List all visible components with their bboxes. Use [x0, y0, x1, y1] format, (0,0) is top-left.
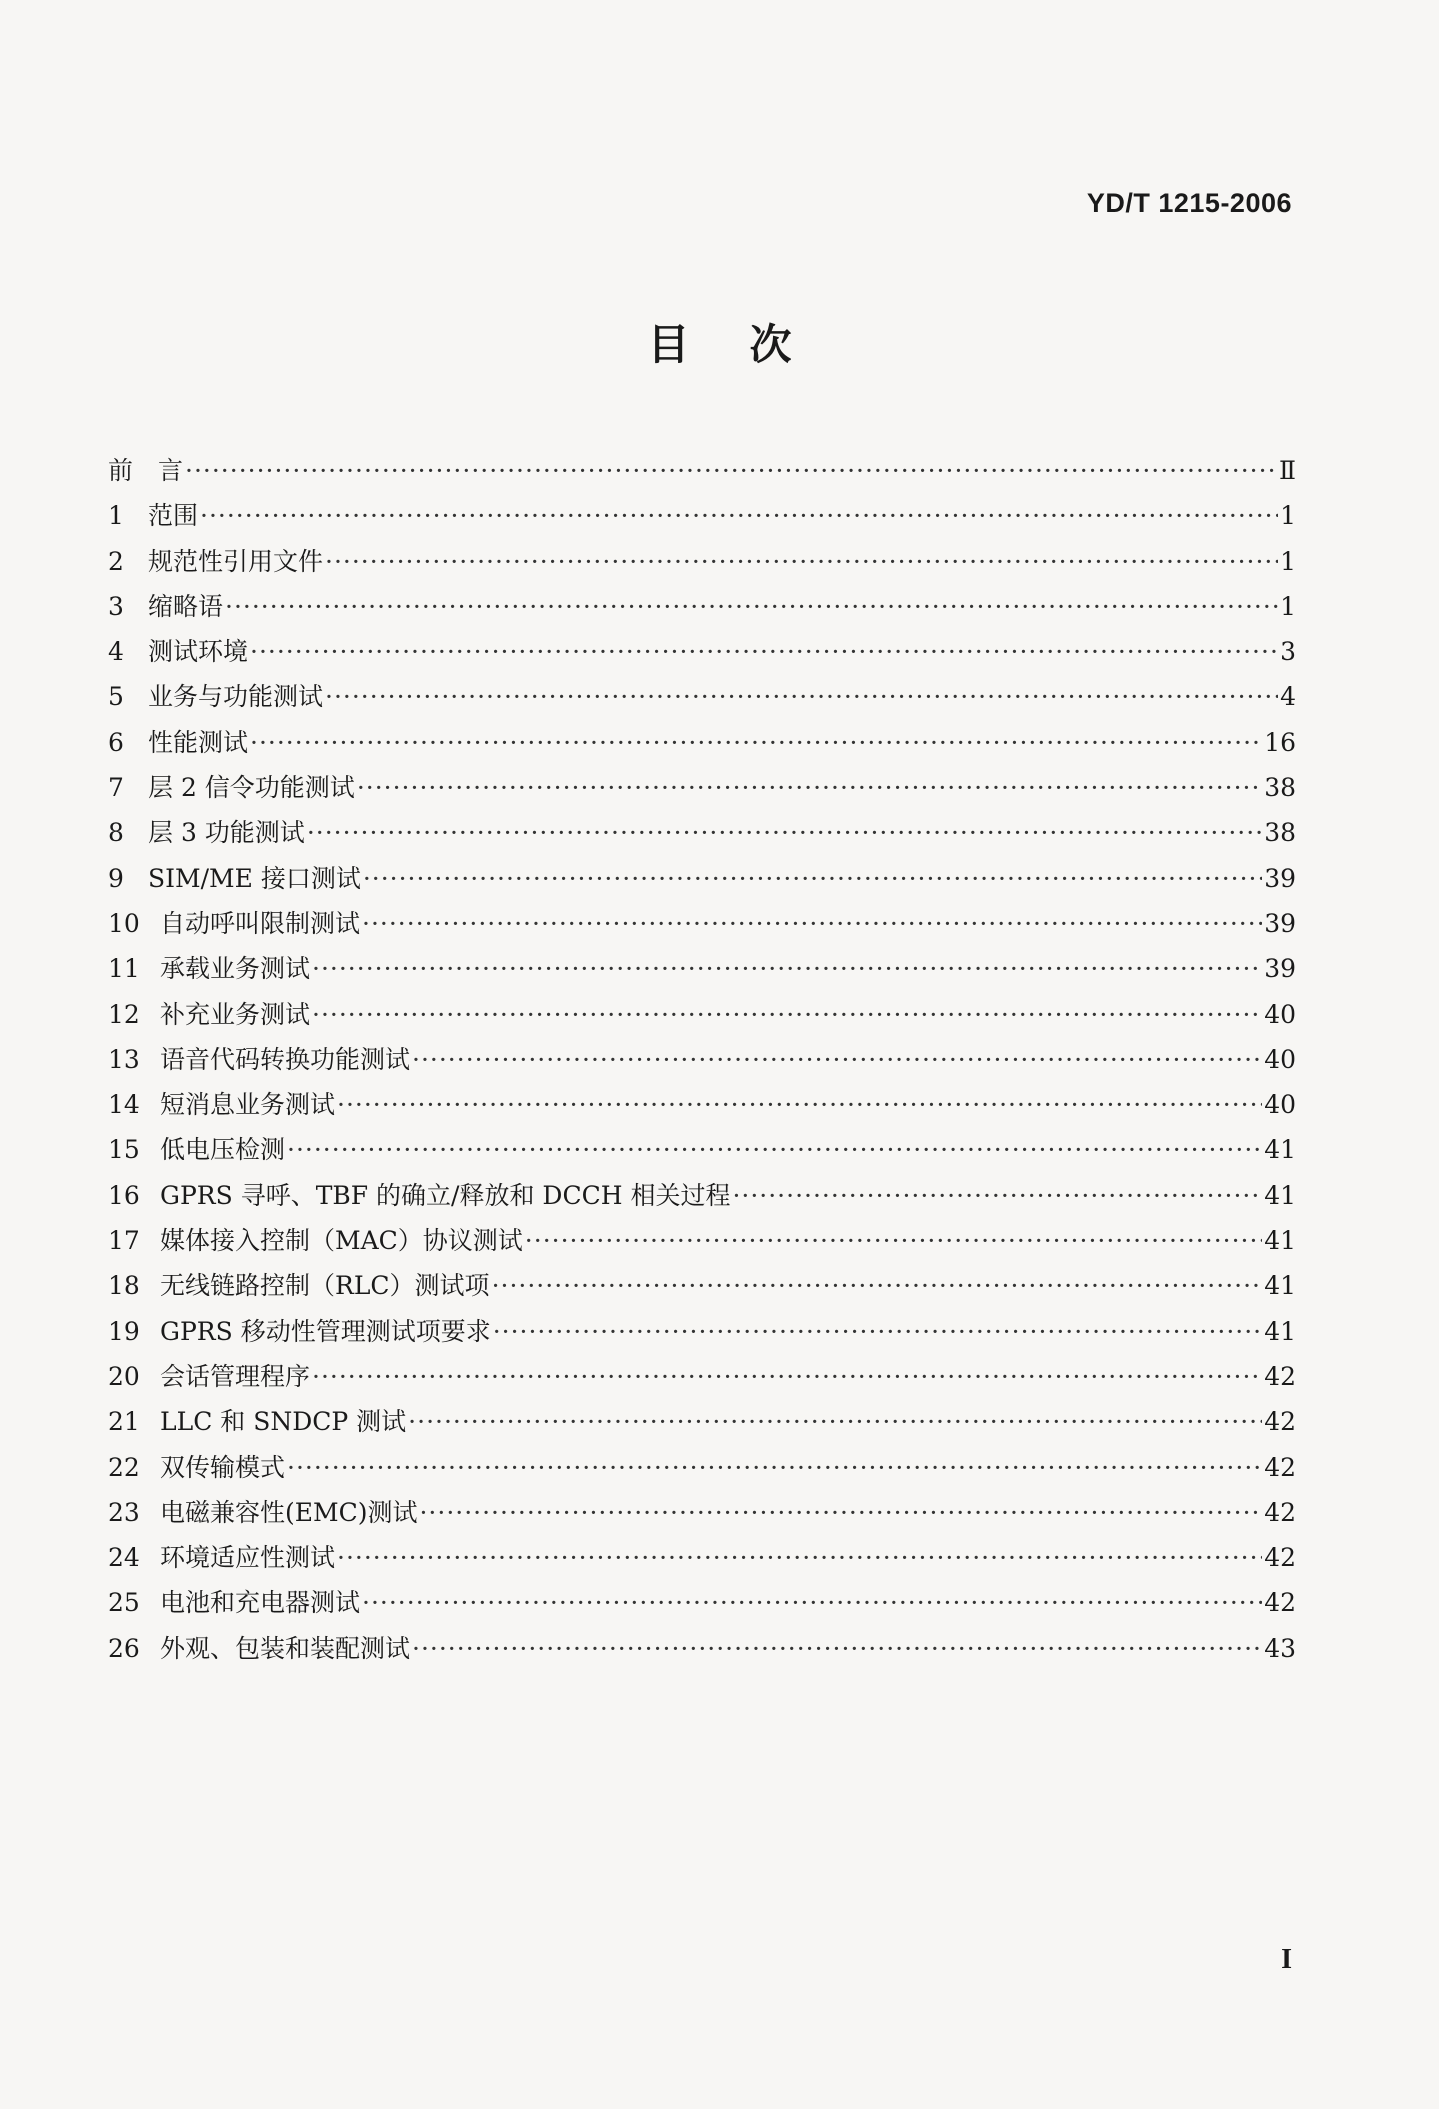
toc-entry[interactable] [108, 1354, 1296, 1399]
toc-entry-number: 13 [108, 1044, 140, 1074]
toc-entry-number: 8 [108, 818, 124, 848]
toc-entry-label: 范围 [148, 501, 199, 531]
toc-entry[interactable] [108, 1037, 1296, 1082]
toc-entry-page: 41 [1264, 1180, 1296, 1210]
toc-leader-dots [325, 539, 1278, 584]
toc-entry-label: 性能测试 [148, 727, 249, 757]
toc-entry-page: 42 [1264, 1452, 1296, 1482]
toc-entry-number: 11 [108, 954, 140, 984]
toc-entry-number: 18 [108, 1271, 140, 1301]
toc-entry-number: 23 [108, 1497, 140, 1527]
toc-entry-label: GPRS 寻呼、TBF 的确立/释放和 DCCH 相关过程 [160, 1180, 731, 1210]
toc-entry[interactable] [108, 1445, 1296, 1490]
toc-entry[interactable] [108, 493, 1296, 538]
toc-leader-dots [362, 901, 1262, 946]
toc-entry-label: 前 言 [108, 456, 184, 485]
toc-entry-label: 环境适应性测试 [160, 1543, 336, 1573]
toc-entry-page: 3 [1280, 637, 1296, 667]
toc-entry[interactable] [108, 856, 1296, 901]
toc-entry[interactable] [108, 1218, 1296, 1263]
standard-code: YD/T 1215-2006 [1086, 188, 1292, 218]
toc-entry-label: 层 3 功能测试 [148, 818, 305, 848]
toc-entry[interactable] [108, 1263, 1296, 1308]
toc-entry-number: 9 [108, 863, 124, 893]
toc-entry-page: 42 [1264, 1361, 1296, 1391]
toc-entry-number: 24 [108, 1543, 140, 1573]
toc-leader-dots [287, 1127, 1262, 1172]
toc-entry-number: 7 [108, 773, 124, 803]
toc-entry-number: 15 [108, 1135, 140, 1165]
toc-entry[interactable] [108, 1399, 1296, 1444]
toc-entry-page: 40 [1264, 999, 1296, 1029]
toc-leader-dots [412, 1626, 1262, 1671]
toc-entry-label: 规范性引用文件 [148, 546, 324, 576]
toc-entry-page: 42 [1264, 1588, 1296, 1618]
toc-entry-preface[interactable] [108, 448, 1296, 493]
toc-leader-dots [337, 1082, 1262, 1127]
toc-entry-page: 42 [1264, 1543, 1296, 1573]
toc-entry-label: GPRS 移动性管理测试项要求 [160, 1316, 491, 1346]
toc-entry-label: 电磁兼容性(EMC)测试 [160, 1497, 418, 1527]
toc-leader-dots [408, 1399, 1262, 1444]
toc-leader-dots [525, 1218, 1262, 1263]
toc-entry-page: 1 [1280, 546, 1296, 576]
toc-entry[interactable] [108, 1580, 1296, 1625]
toc-leader-dots [225, 584, 1278, 629]
toc-entry-number: 21 [108, 1407, 140, 1437]
toc-entry-label: SIM/ME 接口测试 [148, 863, 361, 893]
toc-leader-dots [492, 1263, 1263, 1308]
toc-entry-page: 39 [1264, 908, 1296, 938]
toc-leader-dots [419, 1490, 1262, 1535]
toc-entry[interactable] [108, 539, 1296, 584]
toc-entry-label: 会话管理程序 [160, 1361, 311, 1391]
toc-entry[interactable] [108, 946, 1296, 991]
toc-leader-dots [250, 720, 1262, 765]
toc-entry-page: 38 [1264, 773, 1296, 803]
toc-entry-number: 19 [108, 1316, 140, 1346]
toc-leader-dots [363, 856, 1262, 901]
toc-entry-page: 41 [1264, 1271, 1296, 1301]
toc-entry-number: 2 [108, 546, 124, 576]
toc-entry-number: 5 [108, 682, 124, 712]
toc-leader-dots [185, 448, 1277, 493]
toc-entry-page: 39 [1264, 863, 1296, 893]
toc-entry-page: 41 [1264, 1316, 1296, 1346]
toc-entry[interactable] [108, 584, 1296, 629]
toc-entry-label: LLC 和 SNDCP 测试 [160, 1407, 407, 1437]
toc-entry-number: 10 [108, 908, 140, 938]
toc-entry-page: 1 [1280, 501, 1296, 531]
toc-entry-label: 测试环境 [148, 637, 249, 667]
toc-entry[interactable] [108, 992, 1296, 1037]
toc-entry-page: Ⅱ [1279, 456, 1296, 485]
toc-entry-number: 22 [108, 1452, 140, 1482]
toc-leader-dots [250, 629, 1278, 674]
toc-entry-label: 电池和充电器测试 [160, 1588, 361, 1618]
page-number: I [1281, 1944, 1292, 1975]
toc-entry-number: 12 [108, 999, 140, 1029]
toc-entry-label: 外观、包装和装配测试 [160, 1633, 411, 1663]
toc-leader-dots [312, 946, 1262, 991]
toc-entry-label: 自动呼叫限制测试 [160, 908, 361, 938]
toc-leader-dots [412, 1037, 1262, 1082]
toc-entry-page: 42 [1264, 1407, 1296, 1437]
toc-entry-page: 4 [1280, 682, 1296, 712]
toc-entry-label: 低电压检测 [160, 1135, 286, 1165]
toc-entry-page: 16 [1264, 727, 1296, 757]
toc-entry-label: 承载业务测试 [160, 954, 311, 984]
toc-entry[interactable] [108, 1173, 1296, 1218]
page-title: 目次 [647, 320, 852, 369]
toc-entry[interactable] [108, 629, 1296, 674]
toc-entry[interactable] [108, 810, 1296, 855]
toc-entry-label: 业务与功能测试 [148, 682, 324, 712]
toc-entry[interactable] [108, 720, 1296, 765]
toc-leader-dots [493, 1309, 1262, 1354]
toc-entry-number: 1 [108, 501, 124, 531]
toc-entry-number: 4 [108, 637, 124, 667]
toc-entry-number: 25 [108, 1588, 140, 1618]
toc-entry-label: 无线链路控制（RLC）测试项 [160, 1271, 490, 1301]
toc-entry-page: 41 [1264, 1135, 1296, 1165]
toc-entry[interactable] [108, 901, 1296, 946]
toc-entry-page: 40 [1264, 1044, 1296, 1074]
toc-entry-label: 缩略语 [148, 591, 224, 621]
toc-entry-label: 语音代码转换功能测试 [160, 1044, 411, 1074]
toc-entry-number: 16 [108, 1180, 140, 1210]
toc-entry-label: 短消息业务测试 [160, 1090, 336, 1120]
toc-entry[interactable] [108, 1082, 1296, 1127]
toc-entry-label: 层 2 信令功能测试 [148, 773, 355, 803]
toc-leader-dots [732, 1173, 1262, 1218]
toc-leader-dots [200, 493, 1278, 538]
toc-entry-number: 17 [108, 1226, 140, 1256]
toc-entry[interactable] [108, 1490, 1296, 1535]
toc-entry-page: 41 [1264, 1226, 1296, 1256]
toc-entry[interactable] [108, 1309, 1296, 1354]
toc-leader-dots [312, 992, 1262, 1037]
toc-entry[interactable] [108, 1626, 1296, 1671]
toc-entry-label: 媒体接入控制（MAC）协议测试 [160, 1226, 523, 1256]
toc-entry-label: 双传输模式 [160, 1452, 286, 1482]
toc-entry[interactable] [108, 765, 1296, 810]
toc-entry-number: 20 [108, 1361, 140, 1391]
toc-entry-page: 43 [1264, 1633, 1296, 1663]
toc-entry-label: 补充业务测试 [160, 999, 311, 1029]
toc-entry-page: 38 [1264, 818, 1296, 848]
toc-entry[interactable] [108, 1535, 1296, 1580]
toc-entry-number: 14 [108, 1090, 140, 1120]
toc-leader-dots [362, 1580, 1262, 1625]
toc-leader-dots [325, 674, 1278, 719]
toc-entry-number: 3 [108, 591, 124, 621]
toc-entry[interactable] [108, 674, 1296, 719]
toc-entry-number: 6 [108, 727, 124, 757]
toc-entry-page: 39 [1264, 954, 1296, 984]
table-of-contents [108, 448, 1296, 1671]
toc-entry-number: 26 [108, 1633, 140, 1663]
toc-leader-dots [312, 1354, 1262, 1399]
toc-leader-dots [337, 1535, 1262, 1580]
toc-entry-page: 42 [1264, 1497, 1296, 1527]
toc-entry-page: 40 [1264, 1090, 1296, 1120]
toc-leader-dots [287, 1445, 1262, 1490]
toc-entry[interactable] [108, 1127, 1296, 1172]
toc-entry-page: 1 [1280, 591, 1296, 621]
toc-leader-dots [307, 810, 1262, 855]
toc-leader-dots [357, 765, 1262, 810]
